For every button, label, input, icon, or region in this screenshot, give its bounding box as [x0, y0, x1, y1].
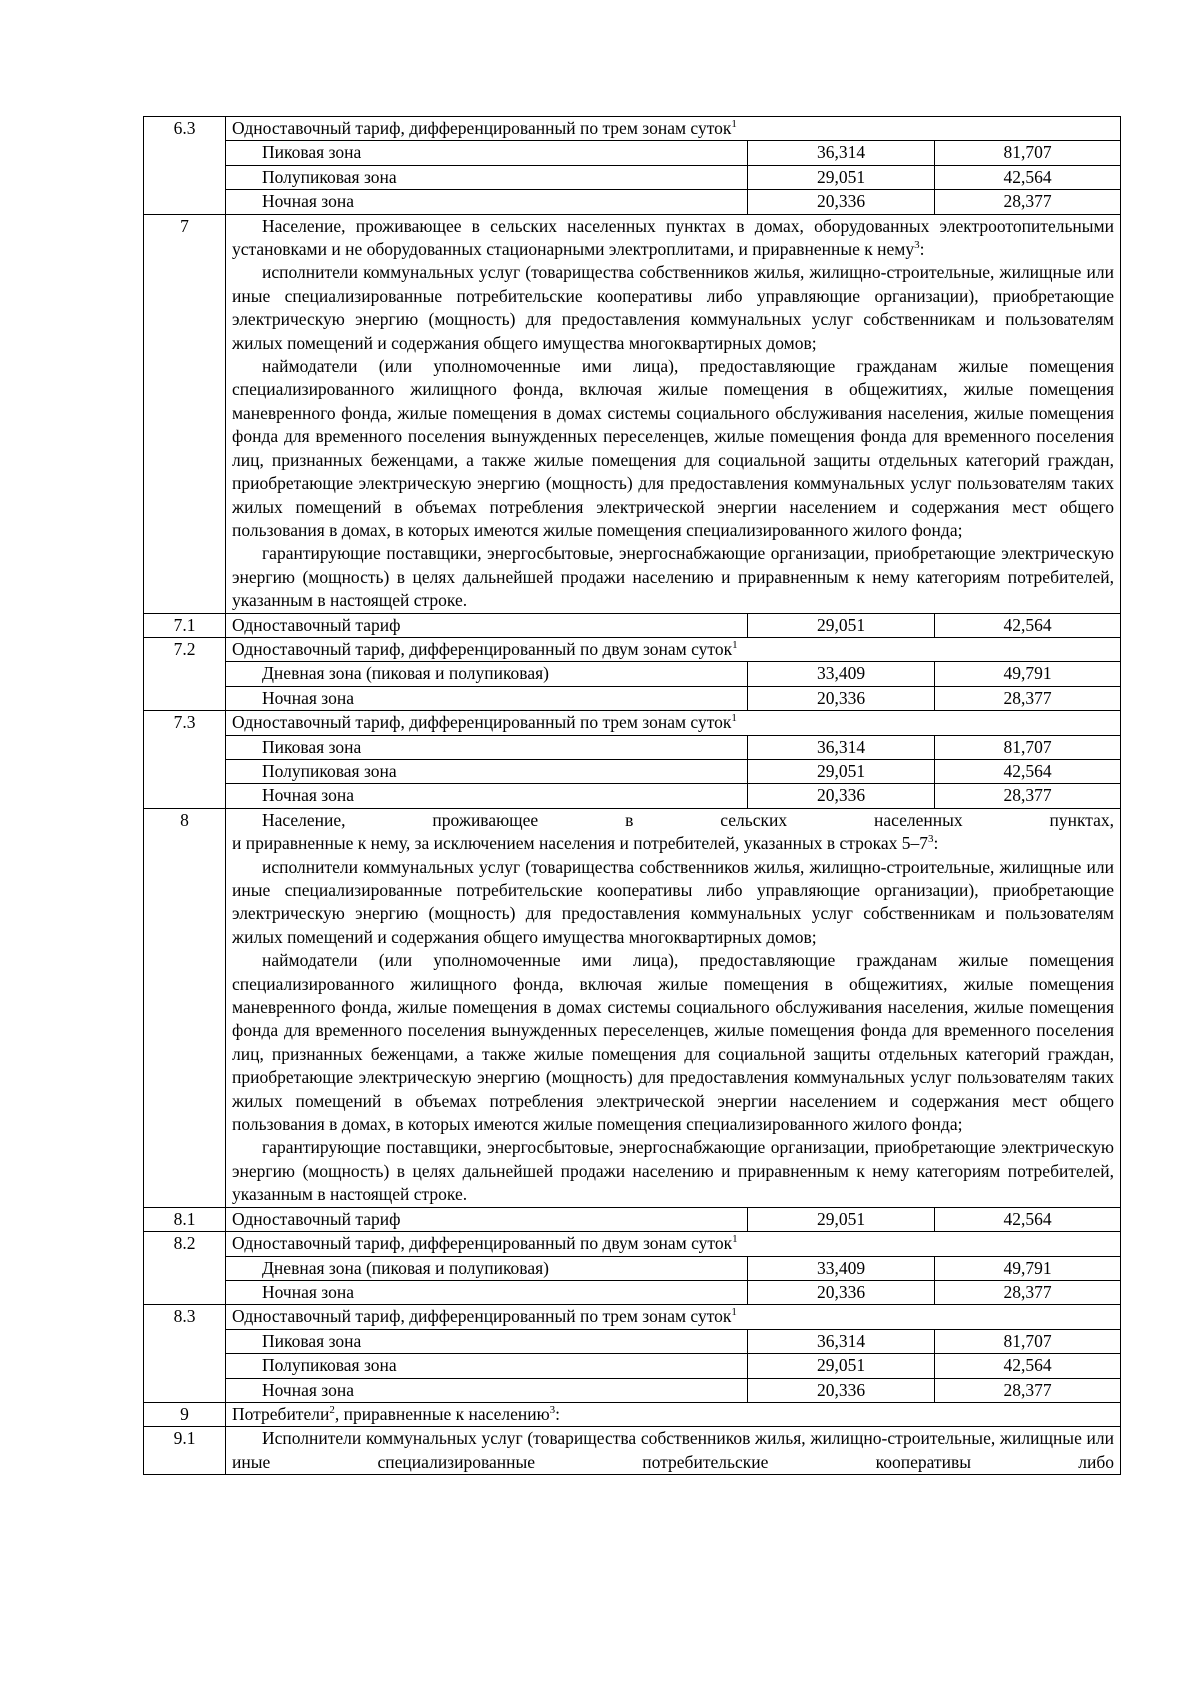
table-row [144, 759, 1121, 783]
table-row [144, 1329, 1121, 1353]
zone-label: Полупиковая зона [226, 165, 748, 189]
row-number: 8.1 [144, 1207, 226, 1231]
table-row [144, 141, 1121, 165]
table-row [144, 784, 1121, 808]
table-row [144, 1207, 1121, 1231]
tariff-value: 28,377 [935, 686, 1121, 710]
tariff-value: 28,377 [935, 784, 1121, 808]
zone-label: Ночная зона [226, 190, 748, 214]
zone-label: Полупиковая зона [226, 759, 748, 783]
row-number: 7.2 [144, 637, 226, 710]
table-row [144, 1256, 1121, 1280]
tariff-value: 33,409 [748, 1256, 935, 1280]
table-row [144, 662, 1121, 686]
table-row [144, 711, 1121, 735]
category-description [226, 808, 1121, 1207]
tariff-table [143, 116, 1121, 1475]
table-row [144, 165, 1121, 189]
tariff-value: 20,336 [748, 1378, 935, 1402]
category-paragraph: исполнители коммунальных услуг (товарищества собственников жилья, жилищно-строительные, жилищные или иные специализированные потребительские кооперативы либо управляющие организации), приобретающие электрическую энергию (мощность) для предоставления коммунальных услуг собственникам и пользователям жилых помещений и содержания общего имущества многоквартирных домов; [232, 262, 1114, 353]
table-row [144, 808, 1121, 1207]
table-row [144, 1280, 1121, 1304]
row-number: 8.3 [144, 1305, 226, 1403]
tariff-value: 81,707 [935, 141, 1121, 165]
zone-label: Ночная зона [226, 1280, 748, 1304]
zone-label: Ночная зона [226, 1378, 748, 1402]
tariff-value: 29,051 [748, 1207, 935, 1231]
category-paragraph: наймодатели (или уполномоченные ими лица), предоставляющие гражданам жилые помещения специализированного жилищного фонда, включая жилые помещения в общежитиях, жилые помещения маневренного фонда, жилые помещения в домах системы социального обслуживания населения, жилые помещения фонда для временного поселения вынужденных переселенцев, жилые помещения фонда для временного поселения лиц, признанных беженцами, а также жилые помещения для социальной защиты отдельных категорий граждан, приобретающие электрическую энергию (мощность) для предоставления коммунальных услуг пользователям таких жилых помещений в объемах потребления электрической энергии населением и содержания мест общего пользования в домах, в которых имеются жилые помещения специализированного жилого фонда; [232, 950, 1114, 1135]
category-paragraph: исполнители коммунальных услуг (товарищества собственников жилья, жилищно-строительные, жилищные или иные специализированные потребительские кооперативы либо управляющие организации), приобретающие электрическую энергию (мощность) для предоставления коммунальных услуг собственникам и пользователям жилых помещений и содержания общего имущества многоквартирных домов; [232, 856, 1114, 947]
row-title: Одноставочный тариф, дифференцированный по трем зонам суток$^1$ [226, 1305, 1121, 1329]
tariff-value: 42,564 [935, 1354, 1121, 1378]
tariff-value: 29,051 [748, 165, 935, 189]
tariff-value: 42,564 [935, 1207, 1121, 1231]
row-number: 7.3 [144, 711, 226, 809]
row-title: Потребители$^2$, приравненные к населению$^3$: [226, 1402, 1121, 1426]
table-row [144, 1402, 1121, 1426]
category-paragraph: гарантирующие поставщики, энергосбытовые, энергоснабжающие организации, приобретающие электрическую энергию (мощность) в целях дальнейшей продажи населению и приравненным к нему категориям потребителей, указанным в настоящей строке. [232, 543, 1114, 611]
table-row [144, 735, 1121, 759]
row-number: 9 [144, 1402, 226, 1426]
tariff-value: 28,377 [935, 190, 1121, 214]
category-intro-line: и приравненные к нему, за исключением населения и потребителей, указанных в строках $5-7^3$: [232, 833, 939, 854]
category-description [226, 214, 1121, 613]
table-row [144, 1354, 1121, 1378]
category-description [226, 1427, 1121, 1475]
zone-label: Ночная зона [226, 686, 748, 710]
row-title: Одноставочный тариф, дифференцированный по трем зонам суток$^1$ [226, 117, 1121, 141]
row-title: Одноставочный тариф, дифференцированный по двум зонам суток$^1$ [226, 637, 1121, 661]
category-paragraph: наймодатели (или уполномоченные ими лица), предоставляющие гражданам жилые помещения специализированного жилищного фонда, включая жилые помещения в общежитиях, жилые помещения маневренного фонда, жилые помещения в домах системы социального обслуживания населения, жилые помещения фонда для временного поселения вынужденных переселенцев, жилые помещения фонда для временного поселения лиц, признанных беженцами, а также жилые помещения для социальной защиты отдельных категорий граждан, приобретающие электрическую энергию (мощность) для предоставления коммунальных услуг пользователям таких жилых помещений в объемах потребления электрической энергии населением и содержания мест общего пользования в домах, в которых имеются жилые помещения специализированного жилого фонда; [232, 356, 1114, 540]
zone-label: Пиковая зона [226, 735, 748, 759]
row-number: 6.3 [144, 117, 226, 215]
zone-label: Пиковая зона [226, 141, 748, 165]
zone-label: Дневная зона (пиковая и полупиковая) [226, 662, 748, 686]
tariff-value: 42,564 [935, 759, 1121, 783]
tariff-value: 29,051 [748, 1354, 935, 1378]
tariff-value: 49,791 [935, 662, 1121, 686]
table-row [144, 1305, 1121, 1329]
zone-label: Полупиковая зона [226, 1354, 748, 1378]
category-paragraph: Исполнители коммунальных услуг (товарищества собственников жилья, жилищно-строительные, жилищные или иные специализированные потребительские кооперативы либо [232, 1428, 1114, 1472]
row-title: Одноставочный тариф, дифференцированный по трем зонам суток$^1$ [226, 711, 1121, 735]
tariff-value: 20,336 [748, 784, 935, 808]
zone-label: Дневная зона (пиковая и полупиковая) [226, 1256, 748, 1280]
row-number: 7.1 [144, 613, 226, 637]
tariff-value: 81,707 [935, 1329, 1121, 1353]
tariff-value: 20,336 [748, 1280, 935, 1304]
table-row [144, 686, 1121, 710]
table-row [144, 613, 1121, 637]
table-row [144, 637, 1121, 661]
tariff-value: 20,336 [748, 190, 935, 214]
tariff-value: 29,051 [748, 759, 935, 783]
tariff-value: 36,314 [748, 735, 935, 759]
tariff-value: 29,051 [748, 613, 935, 637]
tariff-value: 20,336 [748, 686, 935, 710]
tariff-value: 36,314 [748, 141, 935, 165]
tariff-value: 28,377 [935, 1378, 1121, 1402]
tariff-value: 42,564 [935, 613, 1121, 637]
row-number: 8.2 [144, 1232, 226, 1305]
table-row [144, 1378, 1121, 1402]
row-number: 9.1 [144, 1427, 226, 1475]
table-row [144, 190, 1121, 214]
zone-label: Ночная зона [226, 784, 748, 808]
tariff-value: 33,409 [748, 662, 935, 686]
category-intro: Население, проживающее в сельских населенных пунктах в домах, оборудованных электроотопительными установками и не оборудованных стационарными электроплитами, и приравненные к нему$^3$: [232, 215, 1114, 260]
table-row [144, 214, 1121, 613]
row-number: 8 [144, 808, 226, 1207]
table-row [144, 1232, 1121, 1256]
tariff-value: 36,314 [748, 1329, 935, 1353]
row-title: Одноставочный тариф [226, 1207, 748, 1231]
tariff-value: 28,377 [935, 1280, 1121, 1304]
table-row [144, 1427, 1121, 1475]
tariff-value: 42,564 [935, 165, 1121, 189]
row-title: Одноставочный тариф [226, 613, 748, 637]
table-row [144, 117, 1121, 141]
category-intro-line: Население, проживающее в сельских населенных пунктах, [262, 809, 1114, 830]
zone-label: Пиковая зона [226, 1329, 748, 1353]
row-number: 7 [144, 214, 226, 613]
tariff-value: 81,707 [935, 735, 1121, 759]
tariff-value: 49,791 [935, 1256, 1121, 1280]
category-paragraph: гарантирующие поставщики, энергосбытовые, энергоснабжающие организации, приобретающие электрическую энергию (мощность) в целях дальнейшей продажи населению и приравненным к нему категориям потребителей, указанным в настоящей строке. [232, 1137, 1114, 1205]
row-title: Одноставочный тариф, дифференцированный по двум зонам суток$^1$ [226, 1232, 1121, 1256]
